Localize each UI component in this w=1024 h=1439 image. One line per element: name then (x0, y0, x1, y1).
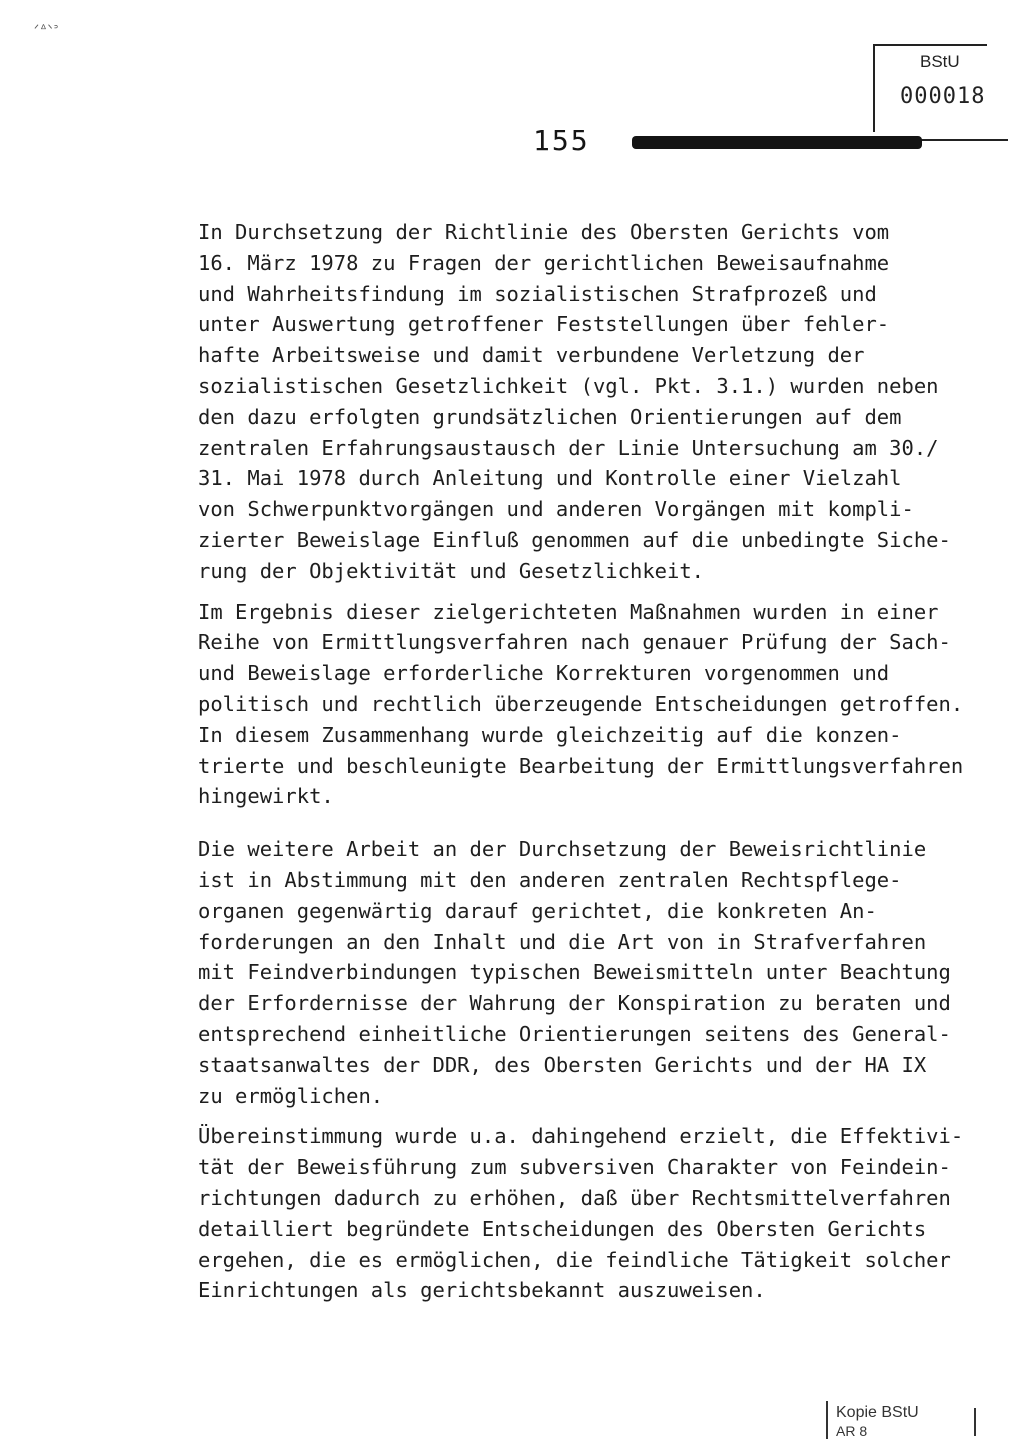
text-line: von Schwerpunktvorgängen und anderen Vorgängen mit kompli- (198, 497, 914, 522)
archive-stamp-number: 000018 (900, 84, 986, 109)
text-line: trierte und beschleunigte Bearbeitung der Ermittlungsverfahren (198, 753, 964, 778)
text-line: entsprechend einheitliche Orientierungen seitens des General- (198, 1021, 951, 1046)
copy-stamp-line2: AR 8 (836, 1423, 868, 1439)
paragraph-4 (198, 1121, 988, 1306)
paragraph-3 (198, 834, 988, 1111)
copy-stamp-line1: Kopie BStU (836, 1404, 919, 1421)
text-line: Übereinstimmung wurde u.a. dahingehend erzielt, die Effektivi- (198, 1124, 964, 1149)
text-line: zu ermöglichen. (198, 1083, 384, 1108)
page-number: 155 (533, 124, 590, 157)
copy-stamp-edge (974, 1408, 976, 1436)
text-line: 16. März 1978 zu Fragen der gerichtlichen Beweisaufnahme (198, 250, 890, 275)
text-line: sozialistischen Gesetzlichkeit (vgl. Pkt. 3.1.) wurden neben (198, 373, 939, 398)
text-line: 31. Mai 1978 durch Anleitung und Kontrolle einer Vielzahl (198, 466, 902, 491)
text-line: Im Ergebnis dieser zielgerichteten Maßnahmen wurden in einer (198, 599, 939, 624)
text-line: hingewirkt. (198, 784, 334, 809)
text-line: und Beweislage erforderliche Korrekturen vorgenommen und (198, 661, 890, 686)
text-line: staatsanwaltes der DDR, des Obersten Gerichts und der HA IX (198, 1052, 927, 1077)
archive-stamp-title: BStU (920, 52, 960, 71)
text-line: detailliert begründete Entscheidungen des Obersten Gerichts (198, 1216, 927, 1241)
text-line: politisch und rechtlich überzeugende Entscheidungen getroffen. (198, 691, 964, 716)
text-line: In diesem Zusammenhang wurde gleichzeitig auf die konzen- (198, 722, 902, 747)
text-line: hafte Arbeitsweise und damit verbundene Verletzung der (198, 343, 865, 368)
text-line: zierter Beweislage Einfluß genommen auf die unbedingte Siche- (198, 527, 951, 552)
text-line: Reihe von Ermittlungsverfahren nach genauer Prüfung der Sach- (198, 630, 951, 655)
text-line: Die weitere Arbeit an der Durchsetzung der Beweisrichtlinie (198, 837, 927, 862)
text-line: den dazu erfolgten grundsätzlichen Orientierungen auf dem (198, 404, 902, 429)
paragraph-2 (198, 597, 988, 813)
text-line: richtungen dadurch zu erhöhen, daß über Rechtsmittelverfahren (198, 1185, 951, 1210)
text-line: In Durchsetzung der Richtlinie des Obersten Gerichts vom (198, 220, 890, 244)
text-line: zentralen Erfahrungsaustausch der Linie Untersuchung am 30./ (198, 435, 939, 460)
text-line: ist in Abstimmung mit den anderen zentralen Rechtspflege- (198, 867, 902, 892)
paragraph-1 (198, 217, 988, 587)
text-line: der Erfordernisse der Wahrung der Konspiration zu beraten und (198, 991, 951, 1016)
text-line: Einrichtungen als gerichtsbekannt auszuweisen. (198, 1278, 766, 1303)
copy-stamp (826, 1401, 978, 1439)
text-line: und Wahrheitsfindung im sozialistischen Strafprozeß und (198, 281, 877, 306)
text-line: forderungen an den Inhalt und die Art von in Strafverfahren (198, 929, 927, 954)
text-line: ergehen, die es ermöglichen, die feindliche Tätigkeit solcher (198, 1247, 951, 1272)
text-line: rung der Objektivität und Gesetzlichkeit. (198, 558, 705, 583)
text-line: mit Feindverbindungen typischen Beweismitteln unter Beachtung (198, 960, 951, 985)
text-line: unter Auswertung getroffener Feststellungen über fehler- (198, 312, 890, 337)
redaction-bar (632, 136, 922, 149)
corner-mark: ᐟᐞᐠᐣ (34, 22, 60, 36)
text-line: tät der Beweisführung zum subversiven Charakter von Feindein- (198, 1155, 951, 1180)
body-text (198, 217, 988, 1306)
text-line: organen gegenwärtig darauf gerichtet, die konkreten An- (198, 898, 877, 923)
